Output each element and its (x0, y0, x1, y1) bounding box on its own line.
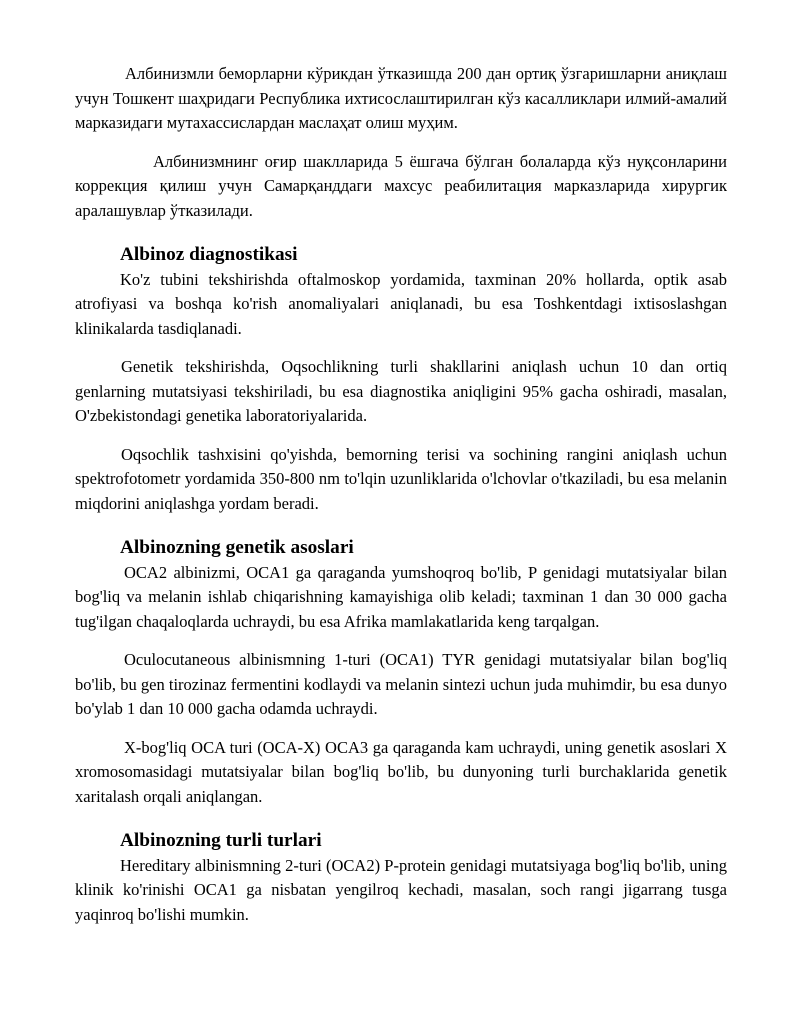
paragraph-genetics-ocax: X-bog'liq OCA turi (OCA-X) OCA3 ga qaraganda kam uchraydi, uning genetik asoslari X xromosomasidagi mutatsiyalar bilan bog'liq bo'lib, bu dunyoning turli burchaklarida genetik xaritalash orqali aniqlangan. (75, 737, 727, 806)
paragraph-diagnostics-genetic: Genetik tekshirishda, Oqsochlikning turli shakllarini aniqlash uchun 10 dan ortiq genlarning mutatsiyasi tekshiriladi, bu esa diagnostika aniqligini 95% gacha oshiradi, masalan, O'zbekistondagi genetika laboratoriyalarida. (75, 357, 727, 425)
heading-diagnostics: Albinoz diagnostikasi (120, 244, 298, 265)
document-page (75, 62, 727, 927)
paragraph-diagnostics-ophthalmoscope: Ko'z tubini tekshirishda oftalmoskop yordamida, taxminan 20% hollarda, optik asab atrofiyasi va boshqa ko'rish anomaliyalari aniqlanadi, bu esa Toshkentdagi ixtisoslashgan klinikalarda tasdiqlanadi. (75, 269, 727, 338)
paragraph-diagnostics-spectrophotometer: Oqsochlik tashxisini qo'yishda, bemorning terisi va sochining rangini aniqlash uchun spektrofotometr yordamida 350-800 nm to'lqin uzunliklarida o'lchovlar o'tkaziladi, bu esa melanin miqdorini aniqlashga yordam beradi. (75, 444, 727, 513)
paragraph-types-oca2: Hereditary albinismning 2-turi (OCA2) P-protein genidagi mutatsiyaga bog'liq bo'lib, uning klinik ko'rinishi OCA1 ga nisbatan yengilroq kechadi, masalan, soch rangi jigarrang tusga yaqinroq bo'lishi mumkin. (75, 855, 727, 924)
heading-genetics: Albinozning genetik asoslari (120, 537, 354, 558)
paragraph-genetics-oca2: OCA2 albinizmi, OCA1 ga qaraganda yumshoqroq bo'lib, P genidagi mutatsiyalar bilan bog'liq va melanin ishlab chiqarishning kamayishiga olib keladi; taxminan 1 dan 30 000 gacha tug'ilgan chaqaloqlarda uchraydi, bu esa Afrika mamlakatlarida keng tarqalgan. (75, 562, 727, 631)
heading-types: Albinozning turli turlari (120, 830, 322, 851)
paragraph-genetics-oca1: Oculocutaneous albinismning 1-turi (OCA1) TYR genidagi mutatsiyalar bilan bog'liq bo'lib, bu gen tirozinaz fermentini kodlaydi va melanin sintezi uchun juda muhimdir, bu esa dunyo bo'ylab 1 dan 10 000 gacha odamda uchraydi. (75, 650, 727, 718)
paragraph-albinism-consultation: Албинизмли беморларни кўрикдан ўтказишда 200 дан ортиқ ўзгаришларни аниқлаш учун Тошкент шаҳридаги Республика ихтисослаштирилган кўз касалликлари илмий-амалий марказидаги мутахассислардан маслаҳат олиш муҳим. (75, 64, 727, 132)
paragraph-albinism-surgery: Албинизмнинг оғир шаклларида 5 ёшгача бўлган болаларда кўз нуқсонларини коррекция қилиш учун Самарқанддаги махсус реабилитация марказларида хирургик аралашувлар ўтказилади. (75, 151, 727, 220)
